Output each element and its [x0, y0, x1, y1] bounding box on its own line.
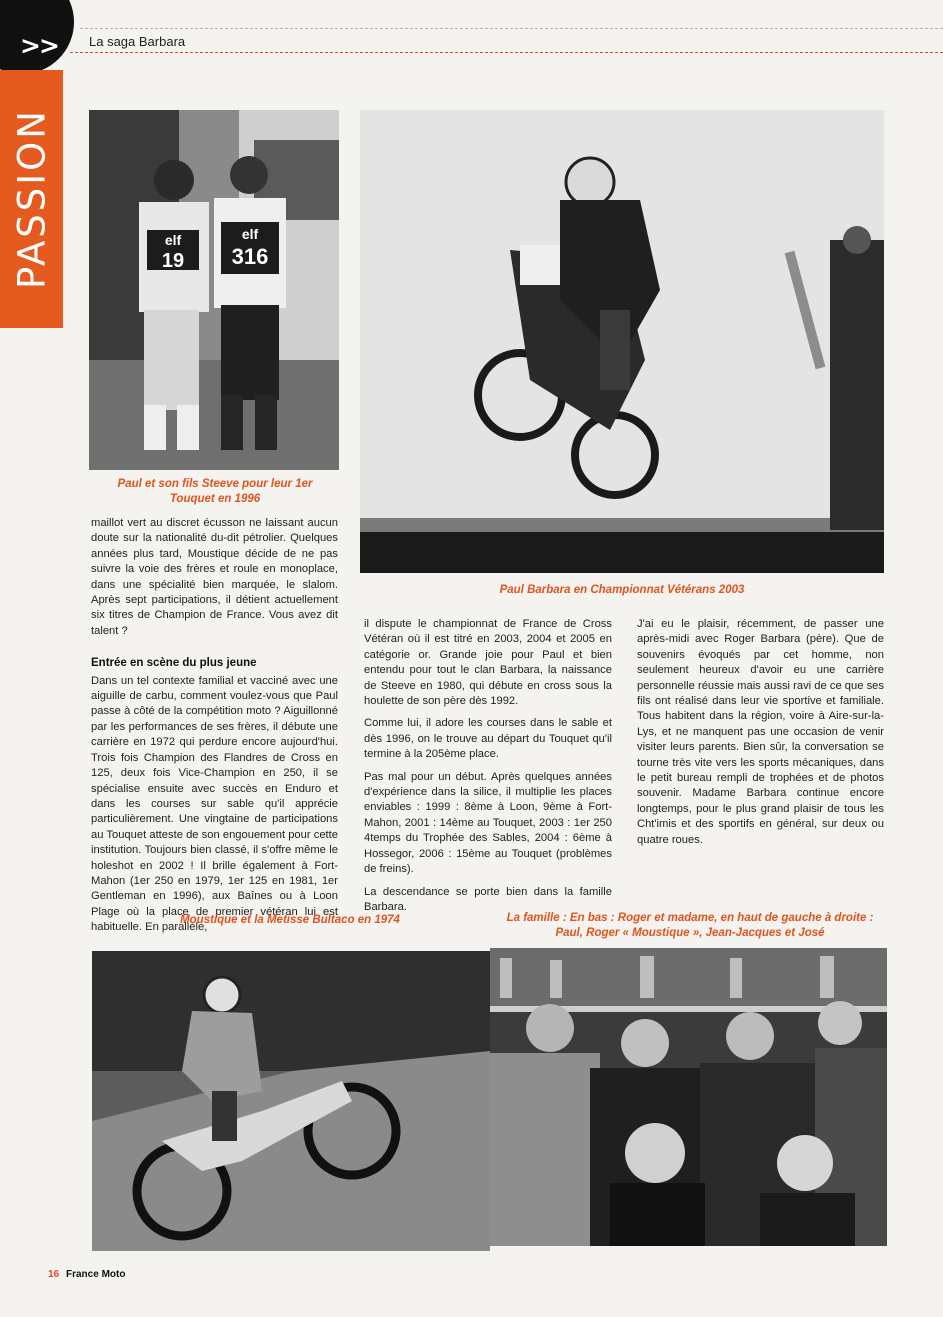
page-number: 16 [48, 1269, 60, 1280]
col2-paragraph-4: La descendance se porte bien dans la famille Barbara. [364, 885, 612, 913]
column-1 [91, 516, 338, 943]
magazine-name: France Moto [66, 1269, 126, 1280]
bib1-brand: elf [164, 232, 182, 248]
photo-paul-jump [360, 110, 884, 573]
caption-photo1: Paul et son fils Steeve pour leur 1er Touquet en 1996 [117, 478, 313, 505]
column-2 [364, 617, 612, 922]
column-3 [637, 617, 884, 855]
photo-moustique-bultaco [92, 951, 490, 1251]
header-divider-top [80, 28, 943, 29]
col3-paragraph-1: J'ai eu le plaisir, récemment, de passer une après-midi avec Roger Barbara (père). Que de souvenirs évoqués par cet homme, non seulement heureux d'avoir eu une carrière personnelle réussie mais aussi ravi de ce que ses fils ont réalisé dans leur vie sportive et familiale. Tous habitent dans la région, voire à Aire-sur-la-Lys, et ne manquent pas une occasion de venir visiter leurs parents. Bien sûr, la conversation se tourne très vite vers les sports mécaniques, dans le petit bureau rempli de trophées et de photos souvenir. Madame Barbara continue encore longtemps, pour le plus grand plaisir de tous les Cht'imis et des sportifs en général, sur deux ou quatre roues. [637, 618, 884, 846]
caption-photo3: Moustique et la Metisse Bultaco en 1974 [180, 914, 400, 926]
col2-paragraph-1: il dispute le championnat de France de Cross Vétéran où il est titré en 2003, 2004 et 2005 en catégorie or. Grande joie pour Paul et bien entendu pour tout le clan Barbara, la naissance de Steeve en 1980, qui débute en cross sous la houlette de son père dès 1992. [364, 618, 612, 708]
chevron-icon: >> [20, 31, 58, 60]
section-label: PASSION [10, 108, 54, 289]
col2-paragraph-2: Comme lui, il adore les courses dans le sable et dès 1996, on le trouve au départ du Touquet qu'il termine à la 205ème place. [364, 717, 612, 761]
col1-subhead: Entrée en scène du plus jeune [91, 657, 257, 670]
caption-photo4-line1: La famille : En bas : Roger et madame, en haut de gauche à droite : [506, 912, 874, 924]
col1-paragraph-2: Dans un tel contexte familial et vacciné avec une aiguille de carbu, comment voulez-vous que Paul passe à côté de la compétition moto ? Aiguillonné par les performances de ses frères, il débute une carrière en 1972 qui perdure encore aujourd'hui. Trois fois Champion des Flandres de Cross en 125, deux fois Vice-Champion en 250, il se spécialise ensuite avec succès en Enduro et dans les courses sur sable qu'il apprécie particulièrement. Une vingtaine de participations au Touquet atteste de son engouement pour cette institution. Toujours bien classé, il s'offre même le holeshot en 2002 ! Il brille également à Fort-Mahon (1er 250 en 1979, 1er 125 en 1981, 1er Gentleman en 1996), aux Baînes ou à Loon Plage où la place de premier vétéran lui est habituelle. En parallèle, [91, 674, 338, 934]
caption-photo2: Paul Barbara en Championnat Vétérans 2003 [499, 584, 745, 596]
col1-paragraph-1: maillot vert au discret écusson ne laissant aucun doute sur la nationalité du-dit pétrolier. Quelques années plus tard, Moustique décide de ne pas suivre la voie des frères et roule en monoplace, dans une spécialité bien marquée, le slalom. Après sept participations, il détient actuellement six titres de Champion de France. Vous avez dit talent ? [91, 517, 338, 637]
page-header-title: La saga Barbara [89, 34, 186, 49]
photo-family [490, 948, 887, 1246]
bib2-brand: elf [241, 226, 259, 242]
bib2-number: 316 [231, 244, 269, 269]
bib1-number: 19 [161, 250, 185, 272]
photo-paul-steeve [89, 110, 339, 470]
header-divider [70, 52, 943, 53]
col2-paragraph-3: Pas mal pour un début. Après quelques années d'expérience dans la silice, il multiplie les places enviables : 1999 : 8ème à Loon, 9ème à Fort-Mahon, 2001 : 14ème au Touquet, 2003 : 1er 250 4temps du Trophée des Sables, 2004 : 6ème à Hossegor, 2006 : 15ème au Touquet (problèmes de freins). [364, 770, 612, 876]
caption-photo4-line2: Paul, Roger « Moustique », Jean-Jacques et José [555, 927, 825, 939]
